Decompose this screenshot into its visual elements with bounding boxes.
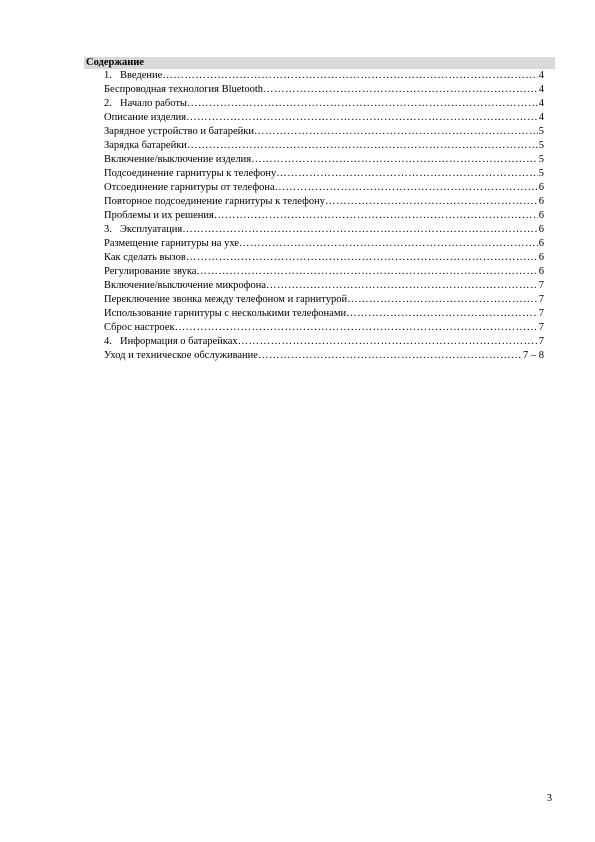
toc-entry-title: Размещение гарнитуры на ухе — [104, 238, 239, 249]
toc-entry[interactable] — [104, 251, 544, 265]
toc-entry-title: Уход и техническое обслуживание — [104, 350, 258, 361]
toc-entry-title: Подсоединение гарнитуры к телефону — [104, 168, 277, 179]
toc-entry-title: Сброс настроек — [104, 322, 175, 333]
toc-entry-title: Введение — [120, 70, 163, 81]
toc-dot-leader — [251, 153, 538, 167]
toc-entry-number: 1. — [104, 70, 112, 81]
toc-entry-page: 5 — [538, 126, 544, 137]
toc-entry[interactable] — [104, 195, 544, 209]
toc-entry[interactable] — [104, 279, 544, 293]
toc-dot-leader — [263, 83, 538, 97]
toc-entry-page: 6 — [538, 252, 544, 263]
toc-dot-leader — [346, 307, 538, 321]
toc-entry-page: 4 — [538, 70, 544, 81]
toc-dot-leader — [266, 279, 538, 293]
toc-entry[interactable] — [104, 321, 544, 335]
toc-entry-page: 4 — [538, 98, 544, 109]
toc-entry[interactable] — [104, 209, 544, 223]
toc-entry[interactable] — [104, 181, 544, 195]
toc-dot-leader — [325, 195, 538, 209]
toc-entry-page: 5 — [538, 140, 544, 151]
toc-list — [104, 69, 544, 363]
page-number: 3 — [546, 793, 552, 804]
toc-entry[interactable] — [104, 167, 544, 181]
toc-dot-leader — [187, 97, 538, 111]
toc-dot-leader — [175, 321, 538, 335]
toc-entry[interactable] — [104, 349, 544, 363]
toc-entry-page: 4 — [538, 84, 544, 95]
toc-entry[interactable] — [104, 153, 544, 167]
toc-dot-leader — [275, 181, 538, 195]
toc-entry-page: 7 — [538, 322, 544, 333]
toc-entry-title: Регулирование звука — [104, 266, 197, 277]
toc-entry-page: 5 — [538, 154, 544, 165]
toc-entry-title: Описание изделия — [104, 112, 187, 123]
toc-dot-leader — [239, 237, 538, 251]
toc-entry-title: Включение/выключение микрофона — [104, 280, 267, 291]
toc-entry-title: Использование гарнитуры с несколькими телефонами — [104, 308, 347, 319]
toc-entry[interactable] — [104, 265, 544, 279]
toc-entry-number: 2. — [104, 98, 112, 109]
toc-entry-page: 7 — [538, 294, 544, 305]
toc-entry-title: Начало работы — [120, 98, 187, 109]
toc-entry-page: 7 — [538, 280, 544, 291]
toc-entry-title: Зарядка батарейки — [104, 140, 187, 151]
toc-dot-leader — [347, 293, 538, 307]
toc-entry-page: 6 — [538, 182, 544, 193]
toc-entry-page: 7 — [538, 336, 544, 347]
toc-dot-leader — [186, 111, 538, 125]
toc-entry[interactable] — [104, 83, 544, 97]
toc-entry-page: 5 — [538, 168, 544, 179]
toc-entry[interactable] — [104, 139, 544, 153]
toc-dot-leader — [187, 139, 538, 153]
toc-dot-leader — [162, 69, 537, 83]
toc-entry-page: 7 – 8 — [523, 350, 544, 361]
toc-entry-page: 6 — [538, 224, 544, 235]
toc-entry-title: Переключение звонка между телефоном и гарнитурой — [104, 294, 348, 305]
toc-entry-page: 6 — [538, 238, 544, 249]
toc-entry-title: Информация о батарейках — [120, 336, 238, 347]
toc-entry[interactable] — [104, 125, 544, 139]
toc-dot-leader — [182, 223, 538, 237]
toc-dot-leader — [196, 265, 537, 279]
toc-entry[interactable] — [104, 307, 544, 321]
toc-dot-leader — [254, 125, 538, 139]
toc-entry-title: Как сделать вызов — [104, 252, 186, 263]
toc-entry-page: 6 — [538, 266, 544, 277]
toc-entry-number: 4. — [104, 336, 112, 347]
toc-entry-title: Отсоединение гарнитуры от телефона — [104, 182, 275, 193]
toc-entry[interactable] — [104, 335, 544, 349]
toc-entry-page: 6 — [538, 196, 544, 207]
toc-dot-leader — [258, 349, 522, 363]
toc-entry-page: 7 — [538, 308, 544, 319]
toc-entry-title: Проблемы и их решения — [104, 210, 214, 221]
toc-heading: Содержание — [84, 57, 555, 69]
toc-entry[interactable] — [104, 293, 544, 307]
toc-entry-title: Зарядное устройство и батарейки — [104, 126, 254, 137]
toc-entry-number: 3. — [104, 224, 112, 235]
toc-entry-title: Эксплуатация — [120, 224, 183, 235]
toc-dot-leader — [214, 209, 538, 223]
toc-entry-page: 4 — [538, 112, 544, 123]
toc-entry-title: Включение/выключение изделия — [104, 154, 252, 165]
toc-entry[interactable] — [104, 223, 544, 237]
toc-entry-page: 6 — [538, 210, 544, 221]
toc-dot-leader — [238, 335, 538, 349]
toc-entry[interactable] — [104, 237, 544, 251]
toc-dot-leader — [276, 167, 538, 181]
toc-entry[interactable] — [104, 69, 544, 83]
toc-dot-leader — [186, 251, 538, 265]
toc-entry-title: Беспроводная технология Bluetooth — [104, 84, 264, 95]
toc-entry[interactable] — [104, 111, 544, 125]
toc-entry-title: Повторное подсоединение гарнитуры к телефону — [104, 196, 326, 207]
toc-entry[interactable] — [104, 97, 544, 111]
